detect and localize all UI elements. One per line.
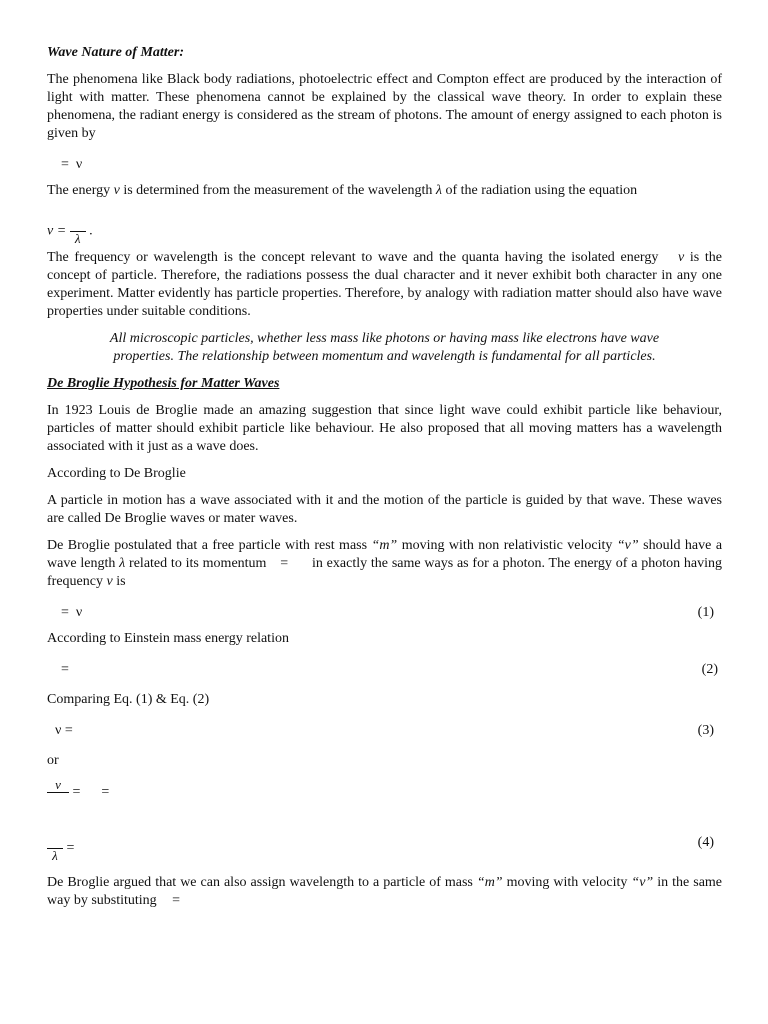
section-heading-wave-nature: Wave Nature of Matter: — [47, 45, 184, 60]
paragraph: The frequency or wavelength is the concept relevant to wave and the quanta having the isolated energy ν is the concept of particle. Therefore, the radiations possess the dual character and it never exhibit both character in any one experiment. Matter evidently has particle properties. Therefore, by analogy with radiation matter should also have wave properties under suitable conditions. — [47, 250, 722, 319]
paragraph: Comparing Eq. (1) & Eq. (2) — [47, 692, 210, 707]
equation-or: ν = = — [47, 776, 722, 812]
paragraph: According to Einstein mass energy relation — [47, 631, 289, 646]
fraction: ν — [47, 778, 69, 807]
paragraph: De Broglie postulated that a free particle with rest mass “m” moving with non relativistic velocity “v” should have a wave length λ related to its momentum = in exactly the same ways as for a photon. The energy of a photon having frequency ν is — [47, 538, 723, 589]
paragraph: The phenomena like Black body radiations, photoelectric effect and Compton effect are produced by the interaction of light with matter. These phenomena cannot be explained by the classical wave theory. In order to explain these phenomena, the radiant energy is considered as the stream of photons. The amount of energy assigned to each photon is given by — [47, 72, 722, 141]
equation-2: = (2) — [61, 662, 718, 677]
equation-frequency: ν = λ . — [47, 209, 722, 243]
italic-quote: All microscopic particles, whether less mass like photons or having mass like electrons have wave properties. The relationship between momentum and wavelength is fundamental for all particles. — [109, 331, 660, 364]
section-heading-de-broglie: De Broglie Hypothesis for Matter Waves — [47, 376, 280, 391]
paragraph: The energy ν is determined from the measurement of the wavelength λ of the radiation using the equation — [47, 183, 638, 198]
equation-text: = ν — [61, 157, 83, 172]
equation-number: (1) — [697, 605, 714, 620]
equation-photon-energy — [47, 152, 722, 178]
paragraph: According to De Broglie — [47, 466, 186, 481]
paragraph-or: or — [47, 753, 59, 768]
fraction: λ — [47, 834, 63, 863]
equation-number: (3) — [697, 723, 714, 738]
equation-1: = ν (1) — [61, 605, 714, 620]
equation-3: ν = (3) — [55, 723, 714, 738]
paragraph: De Broglie argued that we can also assign wavelength to a particle of mass “m” moving with velocity “v” in the same way by substituting = — [47, 875, 723, 908]
equation-number: (2) — [701, 662, 718, 677]
paragraph: In 1923 Louis de Broglie made an amazing suggestion that since light wave could exhibit particle like behaviour, particles of matter should exhibit particle like behaviour. He also proposed that all moving matters has a wavelength associated with it just as a wave does. — [47, 403, 722, 454]
paragraph: A particle in motion has a wave associated with it and the motion of the particle is guided by that wave. These waves are called De Broglie waves or mater waves. — [47, 493, 722, 526]
equation-number: (4) — [697, 835, 714, 850]
fraction: λ — [70, 217, 86, 246]
equation-4: λ = (4) — [47, 832, 722, 866]
document-page — [47, 44, 722, 919]
